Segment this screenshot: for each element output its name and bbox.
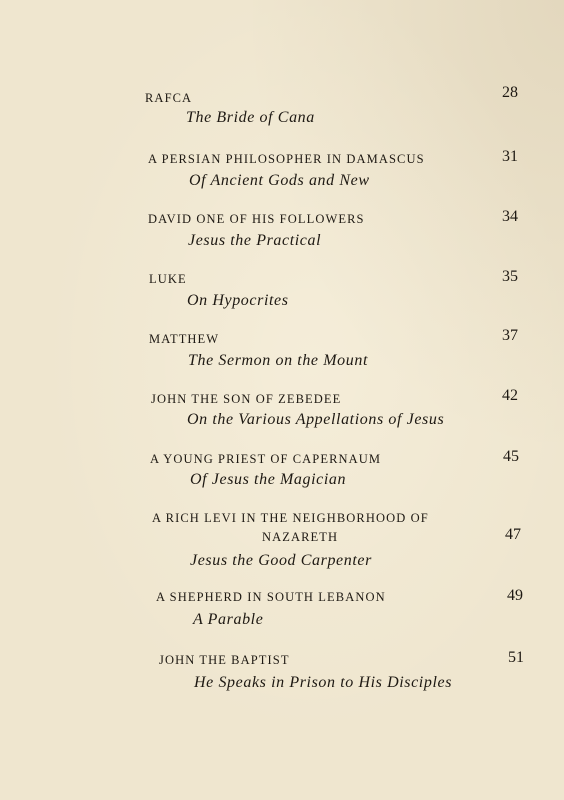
toc-speaker-continued: NAZARETH bbox=[262, 530, 339, 544]
toc-page-number: 45 bbox=[503, 448, 519, 465]
toc-page-number: 31 bbox=[502, 148, 518, 165]
toc-page-number: 37 bbox=[502, 327, 518, 344]
toc-page-number: 28 bbox=[502, 84, 518, 101]
toc-page-number: 51 bbox=[508, 649, 524, 666]
toc-title: Of Ancient Gods and New bbox=[189, 172, 370, 189]
toc-speaker: RAFCA bbox=[145, 91, 193, 105]
toc-speaker: JOHN THE SON OF ZEBEDEE bbox=[151, 392, 342, 406]
toc-speaker: A SHEPHERD IN SOUTH LEBANON bbox=[156, 590, 386, 604]
toc-title: Jesus the Good Carpenter bbox=[190, 552, 372, 569]
toc-speaker: DAVID ONE OF HIS FOLLOWERS bbox=[148, 212, 365, 226]
toc-speaker: JOHN THE BAPTIST bbox=[159, 653, 290, 667]
toc-title: He Speaks in Prison to His Disciples bbox=[194, 674, 453, 691]
toc-title: On Hypocrites bbox=[187, 292, 289, 309]
toc-speaker: A PERSIAN PHILOSOPHER IN DAMASCUS bbox=[148, 152, 425, 166]
toc-page-number: 34 bbox=[502, 208, 518, 225]
toc-speaker: A YOUNG PRIEST OF CAPERNAUM bbox=[150, 452, 382, 466]
toc-speaker: MATTHEW bbox=[149, 332, 220, 346]
toc-title: Jesus the Practical bbox=[188, 232, 322, 249]
toc-title: A Parable bbox=[193, 611, 264, 628]
toc-page-number: 35 bbox=[502, 268, 518, 285]
toc-page-number: 42 bbox=[502, 387, 518, 404]
toc-speaker: LUKE bbox=[149, 272, 187, 286]
toc-title: The Bride of Cana bbox=[186, 109, 315, 126]
toc-page-number: 47 bbox=[505, 526, 521, 543]
toc-title: Of Jesus the Magician bbox=[190, 471, 347, 488]
toc-page-number: 49 bbox=[507, 587, 523, 604]
toc-title: On the Various Appellations of Jesus bbox=[187, 411, 445, 428]
toc-title: The Sermon on the Mount bbox=[188, 352, 369, 369]
toc-speaker: A RICH LEVI IN THE NEIGHBORHOOD OF bbox=[152, 511, 429, 525]
